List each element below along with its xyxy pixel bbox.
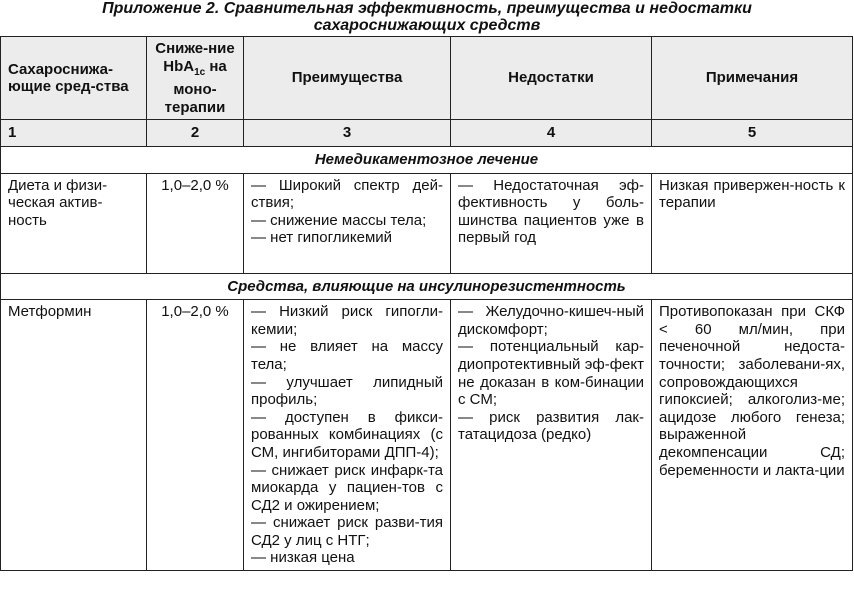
disadvantage-item: — Желудочно-кишеч-ный дискомфорт; xyxy=(458,303,644,338)
agent-cell: Диета и физи-ческая актив-ность xyxy=(1,173,147,273)
column-numbers-row xyxy=(1,120,853,147)
header-disadvantages: Недостатки xyxy=(451,37,652,120)
advantage-item: — снижает риск инфарк-та миокарда у пациен-тов с СД2 и ожирением; xyxy=(251,461,443,514)
header-row xyxy=(1,37,853,120)
advantage-item: — не влияет на массу тела; xyxy=(251,338,443,373)
disadvantages-cell xyxy=(451,173,652,273)
disadvantage-item: — Недостаточная эф-фективность у боль-шинства пациентов уже в первый год xyxy=(458,176,644,247)
advantage-item: — снижает риск разви-тия СД2 у лиц с НТГ; xyxy=(251,514,443,549)
advantage-item: — низкая цена xyxy=(251,549,355,567)
disadvantages-cell xyxy=(451,300,652,571)
column-number: 5 xyxy=(652,120,853,147)
column-number: 1 xyxy=(1,120,147,147)
section-title: Средства, влияющие на инсулинорезистентность xyxy=(1,273,853,300)
appendix-title xyxy=(0,0,854,34)
header-advantages: Преимущества xyxy=(244,37,451,120)
header-reduction-pre: Сниже-ние HbA xyxy=(155,40,235,75)
advantage-item: — Низкий риск гипогли-кемии; xyxy=(251,303,443,338)
agent-cell: Метформин xyxy=(1,300,147,571)
advantage-item: — доступен в фикси-рованных комбинациях (с СМ, ингибиторами ДПП-4); xyxy=(251,408,443,461)
header-agent: Сахароснижа-ющие сред-ства xyxy=(1,37,147,120)
column-number: 2 xyxy=(147,120,244,147)
section-row xyxy=(1,146,853,173)
header-reduction xyxy=(147,37,244,120)
advantage-item: — Широкий спектр дей-ствия; xyxy=(251,176,443,212)
notes-cell: Противопоказан при СКФ < 60 мл/мин, при печеночной недоста-точности; заболевани-ях, сопровождающихся гипоксией; алкоголиз-ме; ацидозе любого генеза; выраженной декомпенсации СД; беременности и лакта-ции xyxy=(652,300,853,571)
advantage-item: — нет гипогликемий xyxy=(251,229,393,247)
title-line-1: Приложение 2. Сравнительная эффективность, преимущества и недостатки xyxy=(102,0,752,17)
title-line-2: сахароснижающих средств xyxy=(313,17,541,34)
advantages-cell xyxy=(244,300,451,571)
reduction-cell: 1,0–2,0 % xyxy=(147,300,244,571)
header-reduction-post: на моно-терапии xyxy=(164,57,227,116)
section-row xyxy=(1,273,853,300)
section-title: Немедикаментозное лечение xyxy=(1,146,853,173)
comparison-table xyxy=(0,36,853,571)
disadvantage-item: — риск развития лак-татацидоза (редко) xyxy=(458,408,644,444)
disadvantage-item: — потенциальный кар-диопротективный эф-фект не доказан в ком-бинации с СМ; xyxy=(458,338,644,409)
table-row xyxy=(1,173,853,273)
advantage-item: — снижение массы тела; xyxy=(251,211,427,229)
header-notes: Примечания xyxy=(652,37,853,120)
table-row xyxy=(1,300,853,571)
notes-cell: Низкая привержен-ность к терапии xyxy=(652,173,853,273)
header-reduction-sub: 1с xyxy=(194,66,206,78)
column-number: 3 xyxy=(244,120,451,147)
advantages-cell xyxy=(244,173,451,273)
column-number: 4 xyxy=(451,120,652,147)
reduction-cell: 1,0–2,0 % xyxy=(147,173,244,273)
advantage-item: — улучшает липидный профиль; xyxy=(251,373,443,409)
